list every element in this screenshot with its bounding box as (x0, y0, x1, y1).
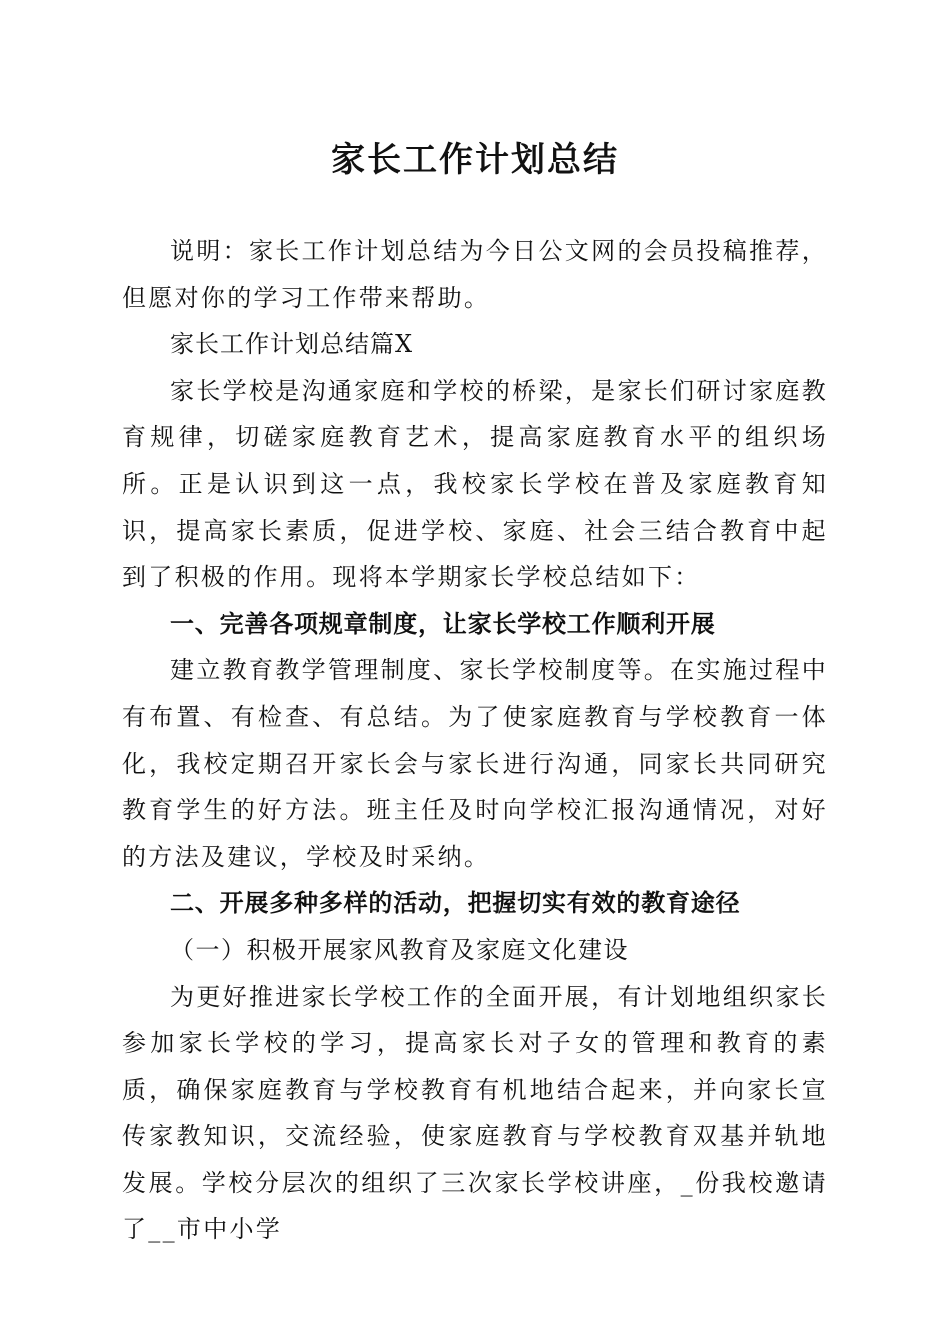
article-series-label: 家长工作计划总结篇X (170, 330, 414, 359)
overview-paragraph: 家长学校是沟通家庭和学校的桥梁，是家长们研讨家庭教育规律，切磋家庭教育艺术，提高家庭教育水平的组织场所。正是认识到这一点，我校家长学校在普及家庭教育知识，提高家长素质，促进学校、家庭、社会三结合教育中起到了积极的作用。现将本学期家长学校总结如下： (122, 376, 828, 592)
subsection-heading-1: （一）积极开展家风教育及家庭文化建设 (170, 935, 629, 964)
intro-note-paragraph: 说明：家长工作计划总结为今日公文网的会员投稿推荐，但愿对你的学习工作带来帮助。 (122, 237, 828, 312)
section-heading-1: 一、完善各项规章制度，让家长学校工作顺利开展 (170, 609, 716, 638)
subsection-1-paragraph: 为更好推进家长学校工作的全面开展，有计划地组织家长参加家长学校的学习，提高家长对子女的管理和教育的素质，确保家庭教育与学校教育有机地结合起来，并向家长宣传家教知识，交流经验，使家庭教育与学校教育双基并轨地发展。学校分层次的组织了三次家长学校讲座，_份我校邀请了__市中小学 (122, 982, 828, 1244)
section-heading-2: 二、开展多种多样的活动，把握切实有效的教育途径 (170, 889, 741, 918)
document-body (122, 228, 828, 1253)
section-1-paragraph: 建立教育教学管理制度、家长学校制度等。在实施过程中有布置、有检查、有总结。为了使家庭教育与学校教育一体化，我校定期召开家长会与家长进行沟通，同家长共同研究教育学生的好方法。班主任及时向学校汇报沟通情况，对好的方法及建议，学校及时采纳。 (122, 656, 828, 871)
page-title: 家长工作计划总结 (331, 140, 619, 180)
